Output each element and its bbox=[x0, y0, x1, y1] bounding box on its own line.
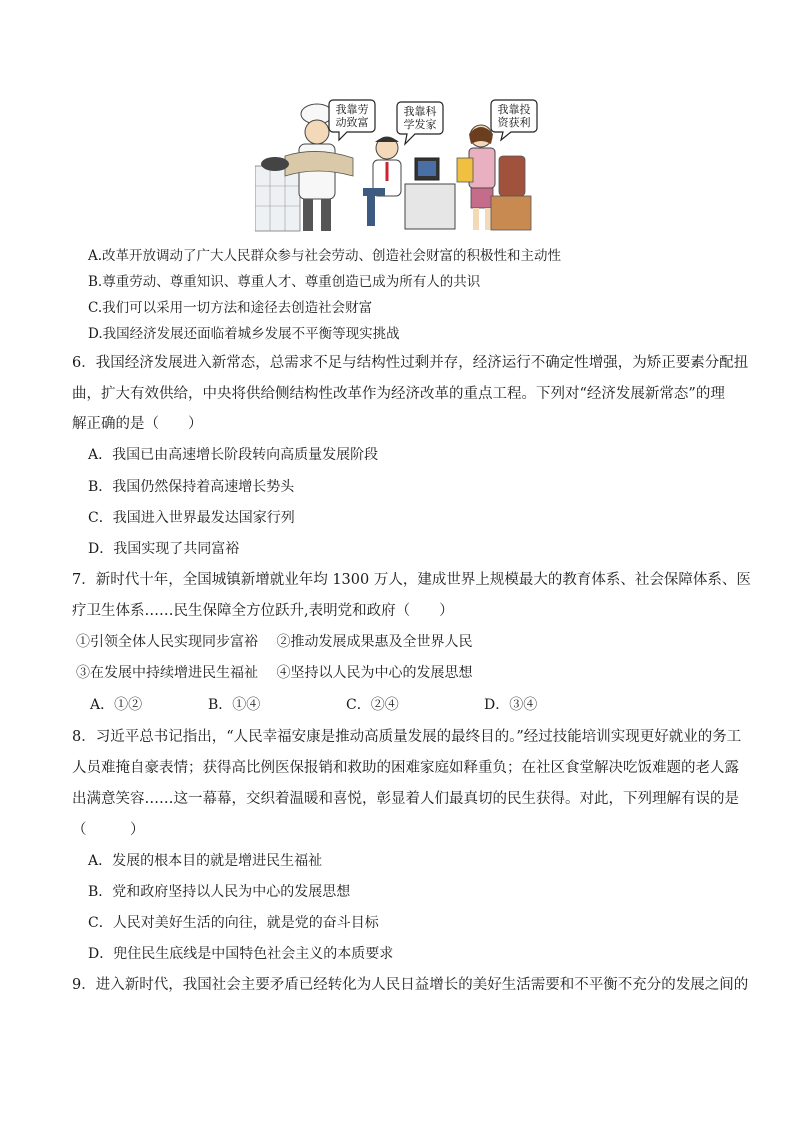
q7-choice-c: C．②④ bbox=[346, 697, 399, 713]
q7-choice-d: D．③④ bbox=[484, 697, 538, 713]
q7-item-row-2: ③在发展中持续增进民生福祉 ④坚持以人民为中心的发展思想 bbox=[76, 665, 473, 681]
q5-option-a: A.改革开放调动了广大人民群众参与社会劳动、创造社会财富的积极性和主动性 bbox=[88, 248, 562, 264]
q7-stem-line-2: 疗卫生体系……民生保障全方位跃升,表明党和政府（ ） bbox=[72, 603, 454, 619]
q7-choice-a: A．①② bbox=[90, 697, 143, 713]
q8-option-d: D．兜住民生底线是中国特色社会主义的本质要求 bbox=[88, 946, 394, 962]
q8-option-b: B．党和政府坚持以人民为中心的发展思想 bbox=[88, 884, 351, 900]
q6-option-d: D．我国实现了共同富裕 bbox=[88, 541, 240, 557]
q7-choices bbox=[90, 695, 537, 715]
q6-stem-line-3: 解正确的是（ ） bbox=[72, 416, 203, 432]
q8-stem-line-2: 人员难掩自豪表情；获得高比例医保报销和救助的困难家庭如释重负；在社区食堂解决吃饭难题的老人露 bbox=[72, 760, 739, 776]
speech-bubble-2 bbox=[397, 102, 443, 144]
bubble-1-line2: 动致富 bbox=[335, 116, 369, 129]
q9-stem-line-1: 9．进入新时代，我国社会主要矛盾已经转化为人民日益增长的美好生活需要和不平衡不充分的发展之间的 bbox=[72, 977, 749, 993]
q6-option-b: B．我国仍然保持着高速增长势头 bbox=[88, 479, 295, 495]
q8-option-a: A．发展的根本目的就是增进民生福祉 bbox=[88, 853, 323, 869]
q8-stem-line-4: （ ） bbox=[72, 822, 145, 838]
q8-stem-line-3: 出满意笑容……这一幕幕，交织着温暖和喜悦，彰显着人们最真切的民生获得。对此，下列理解有误的是 bbox=[72, 791, 739, 807]
bubble-3-line2: 资获利 bbox=[497, 116, 531, 129]
bubble-2-line2: 学发家 bbox=[403, 118, 437, 131]
bubble-3-line1: 我靠投 bbox=[497, 103, 531, 116]
q7-stem-line-1: 7．新时代十年，全国城镇新增就业年均 1300 万人，建成世界上规模最大的教育体系、社会保障体系、医 bbox=[72, 572, 751, 588]
q6-option-a: A．我国已由高速增长阶段转向高质量发展阶段 bbox=[88, 447, 379, 463]
q7-choice-b: B．①④ bbox=[208, 697, 261, 713]
q8-option-c: C．人民对美好生活的向往，就是党的奋斗目标 bbox=[88, 915, 379, 931]
q5-option-b: B.尊重劳动、尊重知识、尊重人才、尊重创造已成为所有人的共识 bbox=[88, 274, 481, 290]
q6-stem-line-2: 曲，扩大有效供给，中央将供给侧结构性改革作为经济改革的重点工程。下列对“经济发展新常态”的理 bbox=[72, 386, 725, 402]
speech-bubble-3 bbox=[491, 100, 537, 140]
speech-bubble-1 bbox=[329, 100, 375, 140]
q7-item-row-1: ①引领全体人民实现同步富裕 ②推动发展成果惠及全世界人民 bbox=[76, 634, 473, 650]
bubble-2-line1: 我靠科 bbox=[403, 105, 437, 118]
q5-option-d: D.我国经济发展还面临着城乡发展不平衡等现实挑战 bbox=[88, 326, 400, 342]
scientist-figure bbox=[363, 137, 455, 229]
q6-option-c: C．我国进入世界最发达国家行列 bbox=[88, 510, 295, 526]
bubble-1-line1: 我靠劳 bbox=[335, 103, 369, 116]
cartoon-illustration bbox=[255, 96, 540, 234]
q6-stem-line-1: 6．我国经济发展进入新常态，总需求不足与结构性过剩并存，经济运行不确定性增强，为矫正要素分配扭 bbox=[72, 355, 749, 371]
q8-stem-line-1: 8．习近平总书记指出，“人民幸福安康是推动高质量发展的最终目的。”经过技能培训实现更好就业的务工 bbox=[72, 729, 742, 745]
businesswoman-figure bbox=[457, 125, 531, 230]
q5-option-c: C.我们可以采用一切方法和途径去创造社会财富 bbox=[88, 300, 373, 316]
